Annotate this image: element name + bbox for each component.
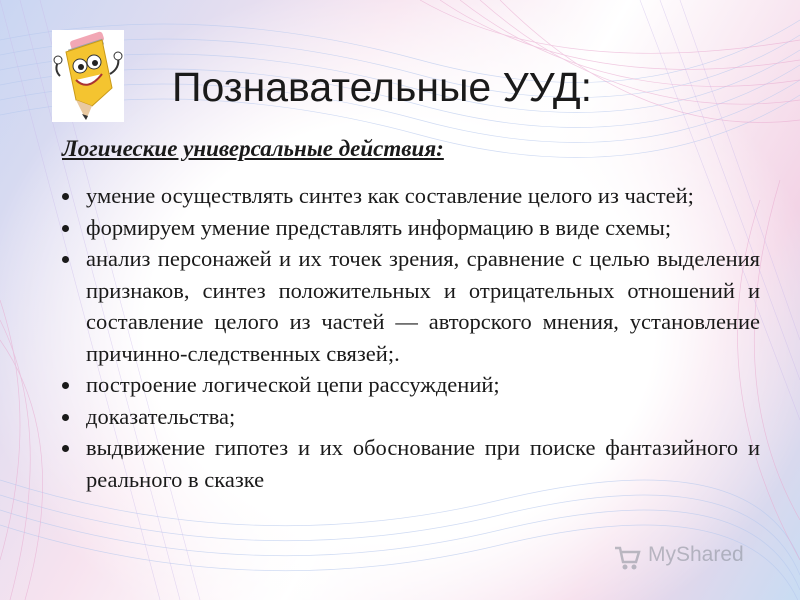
watermark <box>612 542 772 572</box>
watermark-text: MyShared <box>648 543 744 566</box>
bullet-icon <box>62 193 69 200</box>
list-item <box>62 369 760 401</box>
list-item <box>62 212 760 244</box>
bullet-icon <box>62 445 69 452</box>
list-item <box>62 243 760 369</box>
list-item-text: доказательства; <box>86 403 236 429</box>
bullet-icon <box>62 414 69 421</box>
slide-subtitle: Логические универсальные действия: <box>62 136 444 161</box>
list-item-text: умение осуществлять синтез как составление целого из частей; <box>86 183 694 208</box>
list-item <box>62 180 760 212</box>
bullet-icon <box>62 382 69 389</box>
bullet-list <box>62 180 760 495</box>
list-item-text: построение логической цепи рассуждений; <box>86 372 500 397</box>
cart-icon <box>612 542 642 572</box>
bullet-icon <box>62 225 69 232</box>
list-item <box>62 432 760 495</box>
slide-title: Познавательные УУД: <box>172 64 593 110</box>
bullet-icon <box>62 256 69 263</box>
pencil-mascot-icon <box>52 30 124 122</box>
list-item-text: формируем умение представлять информацию в виде схемы; <box>86 214 672 240</box>
list-item <box>62 401 760 433</box>
list-item-text: анализ персонажей и их точек зрения, сравнение с целью выделения признаков, синтез положительных и отрицательных отношений и составление целого из частей — авторского мнения, установление причинно-следственных связей;. <box>86 246 760 366</box>
list-item-text: выдвижение гипотез и их обоснование при поиске фантазийного и реального в сказке <box>86 435 760 492</box>
